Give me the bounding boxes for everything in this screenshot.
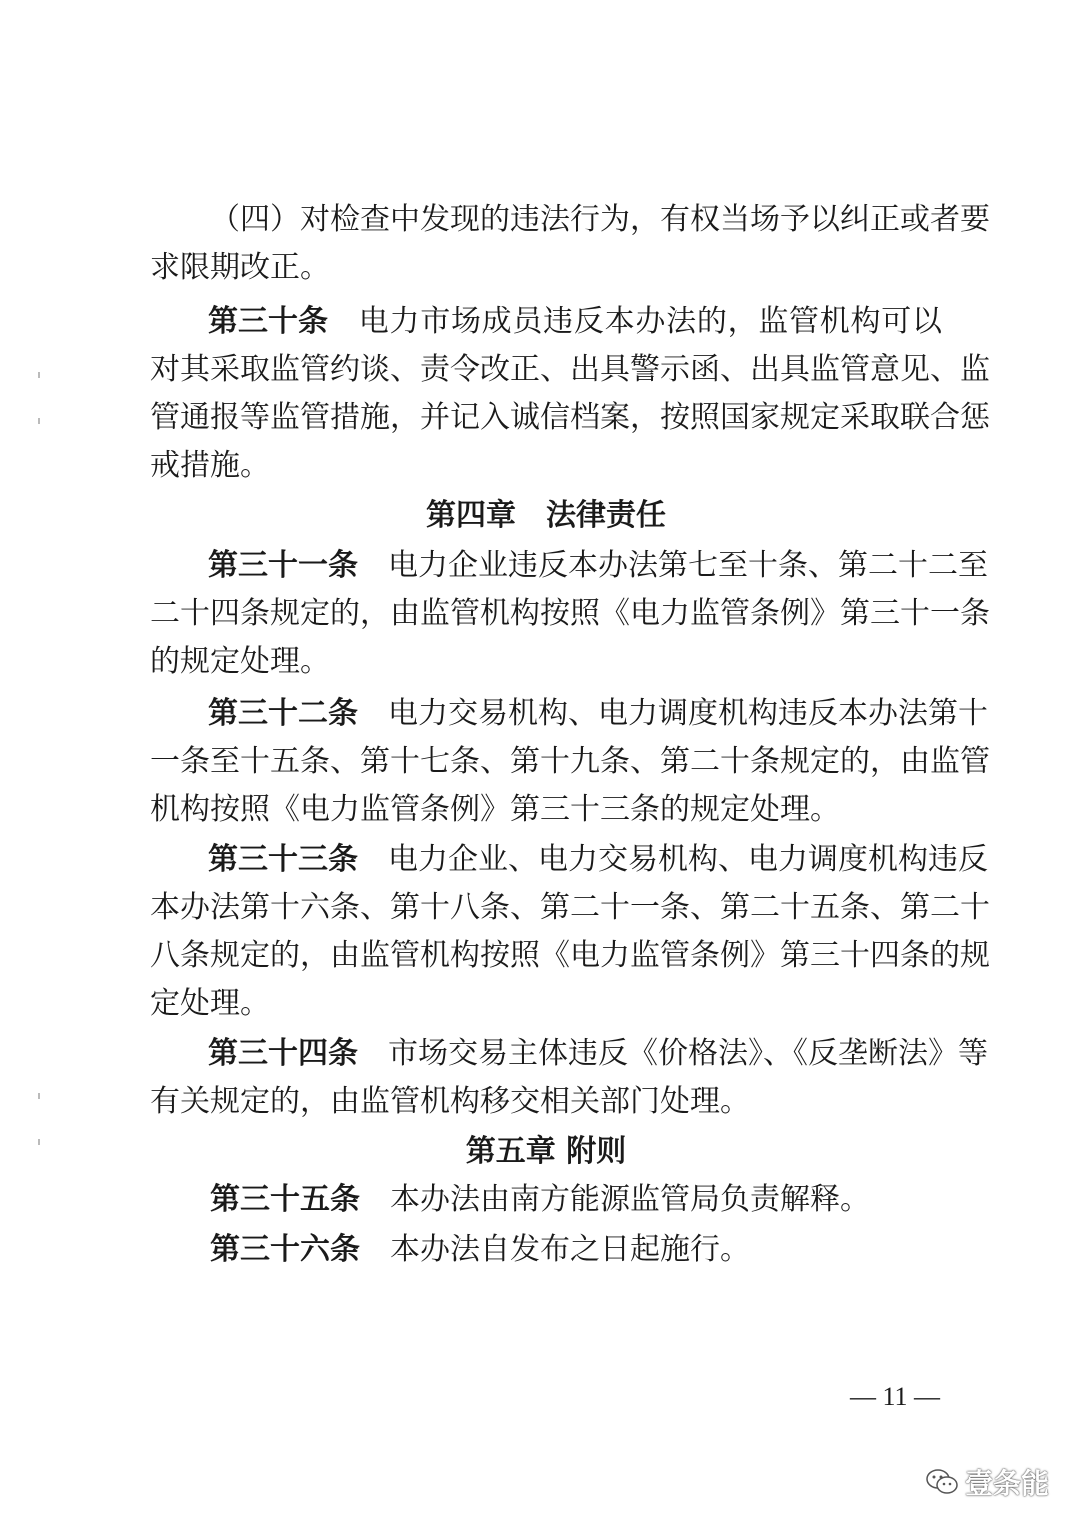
paragraph-text: 本办法由南方能源监管局负责解释。 <box>390 1182 870 1217</box>
article-heading: 第三十三条 <box>208 842 358 877</box>
chapter-heading: 第四章 法律责任 <box>426 498 666 533</box>
paragraph-line: （四）对检查中发现的违法行为，有权当场予以纠正或者要 <box>210 202 990 237</box>
paragraph-line: 管通报等监管措施，并记入诚信档案，按照国家规定采取联合惩 <box>150 400 990 435</box>
paragraph-text: 电力企业违反本办法第七至十条、第二十二至 <box>388 548 988 583</box>
paragraph-line: 求限期改正。 <box>150 250 330 285</box>
paragraph-line: 有关规定的，由监管机构移交相关部门处理。 <box>150 1084 750 1119</box>
article-32 <box>208 690 988 738</box>
margin-mark <box>38 418 40 424</box>
page-number: — 11 — <box>849 1382 941 1411</box>
watermark-text: 壹条能 <box>965 1467 1050 1500</box>
article-30 <box>208 298 942 346</box>
article-35 <box>210 1176 944 1224</box>
article-heading: 第三十一条 <box>208 548 358 583</box>
paragraph-line: 八条规定的，由监管机构按照《电力监管条例》第三十四条的规 <box>150 938 990 973</box>
paragraph-text: 电力企业、电力交易机构、电力调度机构违反 <box>388 842 988 877</box>
article-34 <box>208 1030 988 1078</box>
paragraph-line: 的规定处理。 <box>150 644 330 679</box>
paragraph-text: 本办法自发布之日起施行。 <box>390 1232 750 1267</box>
paragraph-text: 市场交易主体违反《价格法》、《反垄断法》等 <box>388 1036 988 1071</box>
article-36 <box>210 1226 944 1274</box>
article-heading: 第三十五条 <box>210 1182 360 1217</box>
paragraph-line: 机构按照《电力监管条例》第三十三条的规定处理。 <box>150 792 840 827</box>
paragraph-line: 定处理。 <box>150 986 270 1021</box>
article-heading: 第三十二条 <box>208 696 358 731</box>
paragraph-line: 对其采取监管约谈、责令改正、出具警示函、出具监管意见、监 <box>150 352 990 387</box>
chapter-heading: 第五章 附则 <box>465 1134 627 1169</box>
paragraph-line: 本办法第十六条、第十八条、第二十一条、第二十五条、第二十 <box>150 890 990 925</box>
paragraph-text: 电力交易机构、电力调度机构违反本办法第十 <box>388 696 988 731</box>
paragraph-line: 二十四条规定的，由监管机构按照《电力监管条例》第三十一条 <box>150 596 990 631</box>
watermark <box>925 1462 1049 1502</box>
paragraph-line: 一条至十五条、第十七条、第十九条、第二十条规定的，由监管 <box>150 744 990 779</box>
article-heading: 第三十六条 <box>210 1232 360 1267</box>
margin-mark <box>38 1139 40 1145</box>
article-33 <box>208 836 988 884</box>
paragraph-text: 电力市场成员违反本办法的，监管机构可以 <box>358 304 942 339</box>
margin-mark <box>38 1093 40 1099</box>
article-31 <box>208 542 988 590</box>
article-heading: 第三十四条 <box>208 1036 358 1071</box>
article-heading: 第三十条 <box>208 304 328 339</box>
wechat-icon <box>925 1467 959 1497</box>
margin-mark <box>38 372 40 378</box>
paragraph-line: 戒措施。 <box>150 448 270 483</box>
